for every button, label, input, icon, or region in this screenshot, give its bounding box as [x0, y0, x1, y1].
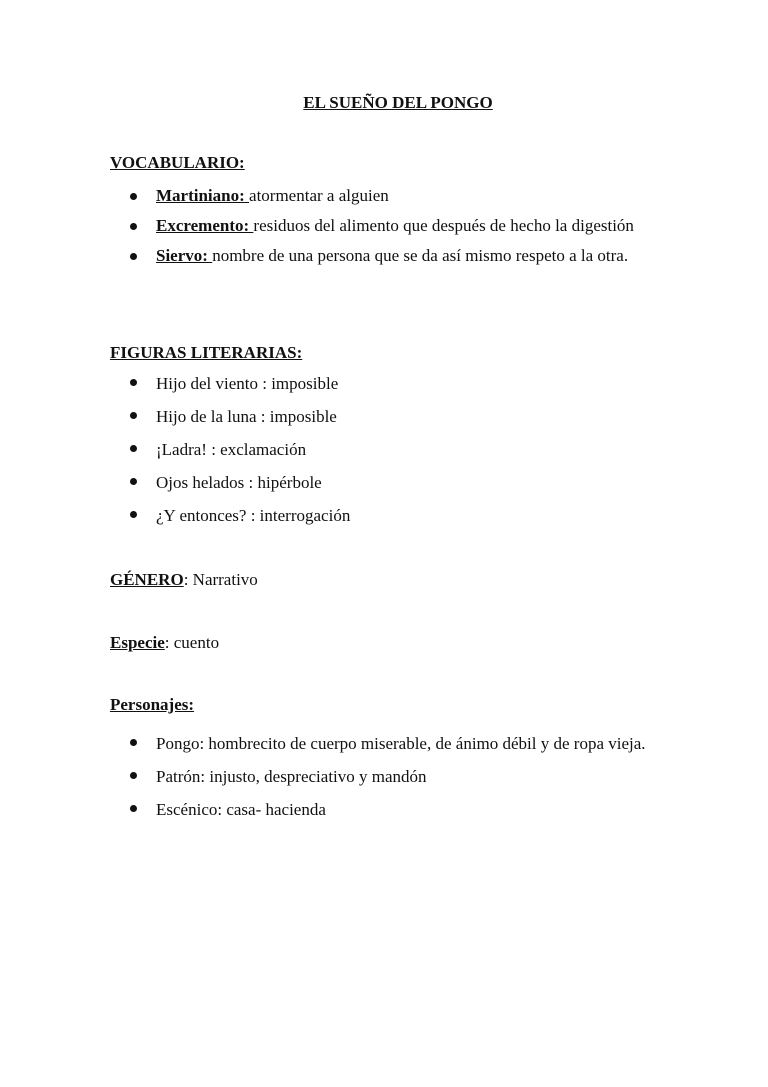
list-item [110, 211, 660, 241]
list-item: ¡Ladra! : exclamación [110, 433, 660, 466]
vocab-term: Siervo: [156, 246, 213, 265]
figuras-section [110, 342, 660, 532]
document-title: EL SUEÑO DEL PONGO [303, 93, 493, 112]
figuras-list [110, 367, 660, 532]
vocab-definition: atormentar a alguien [249, 186, 389, 205]
list-item: Ojos helados : hipérbole [110, 466, 660, 499]
vocab-term: Martiniano: [156, 186, 250, 205]
especie-value: : cuento [164, 633, 220, 652]
personajes-section [110, 694, 660, 826]
vocabulario-section [110, 152, 660, 271]
list-item: Patrón: injusto, despreciativo y mandón [110, 760, 660, 793]
vocabulario-heading: VOCABULARIO: [110, 153, 245, 172]
especie-label: Especie [110, 633, 165, 652]
vocab-definition: residuos del alimento que después de hecho la digestión [253, 216, 634, 235]
vocab-definition: nombre de una persona que se da así mismo respeto a la otra. [212, 246, 629, 265]
list-item [110, 241, 660, 271]
figuras-heading: FIGURAS LITERARIAS: [110, 343, 303, 362]
list-item: Pongo: hombrecito de cuerpo miserable, de ánimo débil y de ropa vieja. [110, 727, 660, 760]
list-item: ¿Y entonces? : interrogación [110, 499, 660, 532]
vocabulario-list [110, 181, 660, 271]
list-item [110, 181, 660, 211]
list-item: Hijo del viento : imposible [110, 367, 660, 400]
genero-label: GÉNERO [110, 570, 184, 589]
genero-section [110, 569, 660, 591]
list-item: Hijo de la luna : imposible [110, 400, 660, 433]
vocab-term: Excremento: [156, 216, 254, 235]
personajes-heading: Personajes: [110, 695, 195, 714]
genero-value: : Narrativo [183, 570, 258, 589]
personajes-list [110, 727, 660, 826]
especie-section [110, 632, 660, 654]
list-item: Escénico: casa- hacienda [110, 793, 660, 826]
